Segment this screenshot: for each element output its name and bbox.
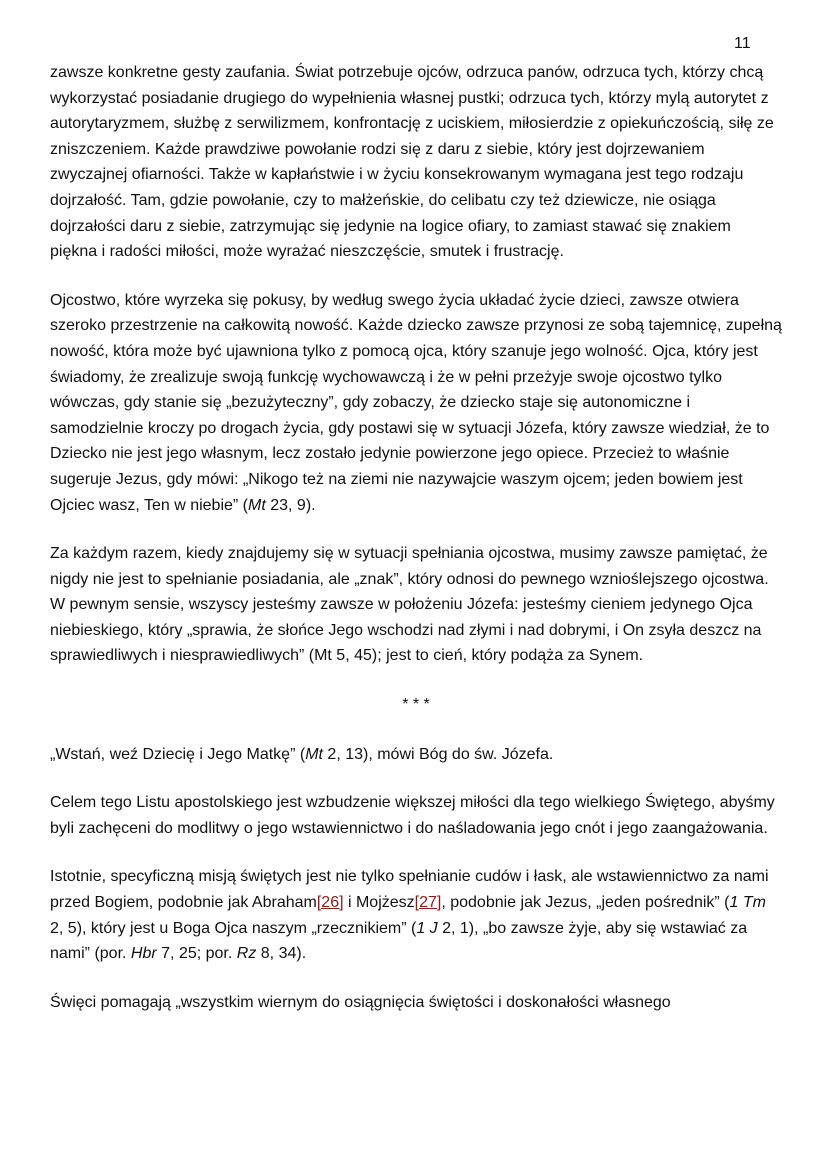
paragraph	[50, 288, 782, 518]
text-segment: i Mojżesz	[343, 894, 415, 912]
text-segment: Ojcostwo, które wyrzeka się pokusy, by według swego życia układać życie dzieci, zawsze otwiera szeroko przestrzenie na całkowitą nowość. Każde dziecko zawsze przynosi ze sobą tajemnicę, zupełną nowość, która może być ujawniona tylko z pomocą ojca, który szanuje jego wolność. Ojca, który jest świadomy, że zrealizuje swoją funkcję wychowawczą i że w pełni przeżyje swoje ojcostwo tylko wówczas, gdy stanie się „bezużyteczny”, gdy zobaczy, że dziecko staje się autonomiczne i samodzielnie kroczy po drogach życia, gdy postawi się w sytuacji Józefa, który zawsze wiedział, że to Dziecko nie jest jego własnym, lecz zostało jedynie powierzone jego opiece. Przecież to właśnie sugeruje Jezus, gdy mówi: „Nikogo też na ziemi nie nazywajcie waszym ojcem; jeden bowiem jest Ojciec wasz, Ten w niebie” (	[50, 291, 782, 514]
text-segment: Istotnie, specyficzną misją świętych jest nie tylko spełnianie cudów i łask, ale wstawiennictwo za nami przed Bogiem, podobnie jak Abraham	[50, 868, 769, 912]
text-segment: Za każdym razem, kiedy znajdujemy się w sytuacji spełniania ojcostwa, musimy zawsze pamiętać, że nigdy nie jest to spełnianie posiadania, ale „znak”, który odnosi do pewnego wznioślejszego ojcostwa. W pewnym sensie, wszyscy jesteśmy zawsze w położeniu Józefa: jesteśmy cieniem jedynego Ojca niebieskiego, który „sprawia, że słońce Jego wschodzi nad złymi i nad dobrymi, i On zsyła deszcz na sprawiedliwych i niesprawiedliwych” (Mt 5, 45); jest to cień, który podąża za Synem.	[50, 545, 769, 665]
footnote-link[interactable]: [27]	[414, 894, 442, 912]
text-segment: 8, 34).	[256, 945, 307, 963]
text-segment: 2, 1), „bo zawsze żyje, aby się wstawiać za nami” (por.	[50, 919, 748, 963]
paragraph	[50, 742, 782, 768]
citation-abbrev: 1 Tm	[729, 894, 766, 912]
paragraph	[50, 790, 782, 841]
section-separator	[50, 692, 782, 718]
document-body	[50, 60, 782, 1015]
paragraph	[50, 541, 782, 669]
paragraph	[50, 60, 782, 265]
text-segment: zawsze konkretne gesty zaufania. Świat potrzebuje ojców, odrzuca panów, odrzuca tych, którzy chcą wykorzystać posiadanie drugiego do wypełnienia własnej pustki; odrzuca tych, którzy mylą autorytet z autorytaryzmem, służbę z serwilizmem, konfrontację z uciskiem, miłosierdzie z opiekuńczością, siłę ze zniszczeniem. Każde prawdziwe powołanie rodzi się z daru z siebie, który jest dojrzewaniem zwyczajnej ofiarności. Także w kapłaństwie i w życiu konsekrowanym wymagana jest tego rodzaju dojrzałość. Tam, gdzie powołanie, czy to małżeńskie, do celibatu czy też dziewicze, nie osiąga dojrzałości daru z siebie, zatrzymując się jedynie na logice ofiary, to zamiast stawać się znakiem piękna i radości miłości, może wyrażać nieszczęście, smutek i frustrację.	[50, 64, 774, 261]
text-segment: * * *	[402, 696, 430, 714]
citation-abbrev: Mt	[305, 745, 323, 763]
citation-abbrev: Rz	[236, 945, 257, 963]
text-segment: „Wstań, weź Dziecię i Jego Matkę” (	[50, 745, 306, 763]
citation-abbrev: 1 J	[416, 919, 438, 937]
text-segment: 2, 13), mówi Bóg do św. Józefa.	[322, 745, 554, 763]
citation-abbrev: Hbr	[130, 945, 157, 963]
citation-abbrev: Mt	[248, 496, 266, 514]
paragraph	[50, 990, 782, 1016]
paragraph	[50, 864, 782, 966]
text-segment: , podobnie jak Jezus, „jeden pośrednik” (	[441, 894, 730, 912]
text-segment: 23, 9).	[265, 496, 316, 514]
text-segment: 2, 5), który jest u Boga Ojca naszym „rzecznikiem” (	[50, 919, 417, 937]
text-segment: 7, 25; por.	[156, 945, 237, 963]
text-segment: Święci pomagają „wszystkim wiernym do osiągnięcia świętości i doskonałości własnego	[50, 993, 671, 1011]
text-segment: Celem tego Listu apostolskiego jest wzbudzenie większej miłości dla tego wielkiego Świętego, abyśmy byli zachęceni do modlitwy o jego wstawiennictwo i do naśladowania jego cnót i jego zaangażowania.	[50, 794, 775, 837]
page-number: 11	[734, 35, 751, 52]
footnote-link[interactable]: [26]	[316, 894, 344, 912]
